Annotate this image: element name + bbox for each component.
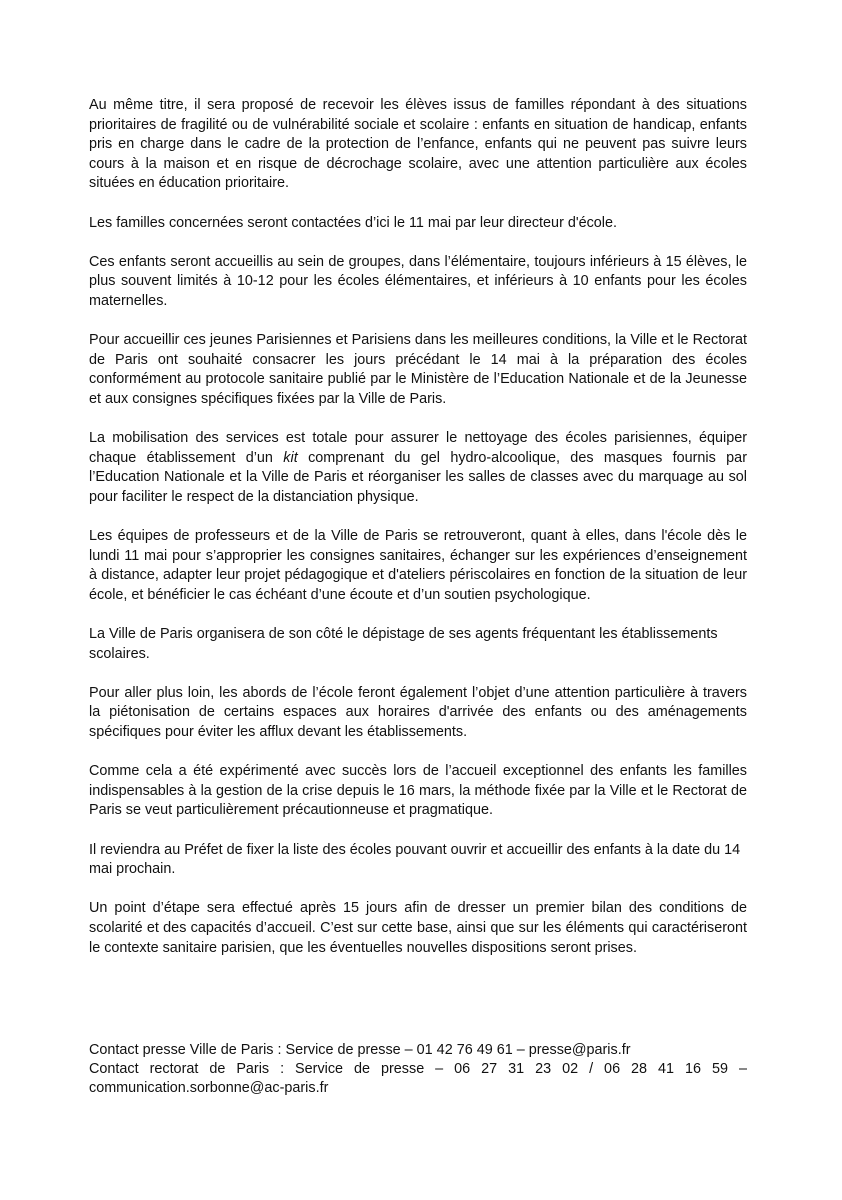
document-body	[89, 96, 747, 978]
paragraph-school-preparation: Pour accueillir ces jeunes Parisiennes et Parisiens dans les meilleures conditions, la Ville et le Rectorat de Paris ont souhaité consacrer les jours précédant le 14 mai à la préparation des écoles conformément au protocole sanitaire publié par le Ministère de l’Education Nationale et de la Jeunesse et aux consignes spécifiques fixées par la Ville de Paris.	[89, 332, 747, 407]
contact-ville-paris: Contact presse Ville de Paris : Service de presse – 01 42 76 49 61 – presse@paris.fr	[89, 1042, 631, 1058]
paragraph-school-surroundings: Pour aller plus loin, les abords de l’école feront également l’objet d’une attention particulière à travers la piétonisation de certains espaces aux horaires d'arrivée des enfants ou des aménagements spécifiques pour éviter les afflux devant les établissements.	[89, 684, 747, 740]
paragraph-teams-meeting: Les équipes de professeurs et de la Ville de Paris se retrouveront, quant à elles, dans l'école dès le lundi 11 mai pour s’approprier les consignes sanitaires, échanger sur les expériences d’enseignement à distance, adapter leur projet pédagogique et d'ateliers périscolaires en fonction de la situation de leur école, et bénéficier le cas échéant d’une écoute et d’un soutien psychologique.	[89, 528, 747, 603]
paragraph-families-contact: Les familles concernées seront contactées d’ici le 11 mai par leur directeur d'école.	[89, 214, 618, 231]
paragraph-staff-screening: La Ville de Paris organisera de son côté le dépistage de ses agents fréquentant les établissements scolaires.	[89, 626, 718, 662]
paragraph-prefect: Il reviendra au Préfet de fixer la liste des écoles pouvant ouvrir et accueillir des enfants à la date du 14 mai prochain.	[89, 841, 741, 878]
paragraph-method: Comme cela a été expérimenté avec succès lors de l’accueil exceptionnel des enfants les familles indispensables à la gestion de la crise depuis le 16 mars, la méthode fixée par la Ville et le Rectorat de Paris se veut particulièrement précautionneuse et pragmatique.	[89, 763, 747, 819]
kit-emphasis: kit	[283, 449, 298, 466]
paragraph-services-text-1: La mobilisation des services est totale pour assurer le nettoyage des écoles parisiennes, équiper chaque établissement d’un	[89, 430, 747, 466]
paragraph-review-point: Un point d’étape sera effectué après 15 jours afin de dresser un premier bilan des conditions de scolarité et des capacités d’accueil. C’est sur cette base, ainsi que sur les éléments qui caractériseront le contexte sanitaire parisien, que les éventuelles nouvelles dispositions seront prises.	[89, 900, 747, 956]
paragraph-services-mobilisation	[89, 429, 747, 507]
press-contacts	[89, 1041, 747, 1098]
paragraph-priority-students: Au même titre, il sera proposé de recevoir les élèves issus de familles répondant à des situations prioritaires de fragilité ou de vulnérabilité sociale et scolaire : enfants en situation de handicap, enfants pris en charge dans le cadre de la protection de l’enfance, enfants qui ne peuvent pas suivre leurs cours à la maison et en risque de décrochage scolaire, avec une attention particulière aux écoles situées en éducation prioritaire.	[89, 97, 747, 192]
paragraph-group-sizes: Ces enfants seront accueillis au sein de groupes, dans l’élémentaire, toujours inférieurs à 15 élèves, le plus souvent limités à 10-12 pour les écoles élémentaires, et inférieurs à 10 enfants pour les écoles maternelles.	[89, 253, 747, 309]
paragraph-services-text-2: comprenant du gel hydro-alcoolique, des masques fournis par l’Education Nationale et la Ville de Paris et réorganiser les salles de classes avec du marquage au sol pour faciliter le respect de la distanciation physique.	[89, 449, 747, 505]
contact-rectorat-paris: Contact rectorat de Paris : Service de presse – 06 27 31 23 02 / 06 28 41 16 59 – communication.sorbonne@ac-paris.fr	[89, 1061, 747, 1096]
